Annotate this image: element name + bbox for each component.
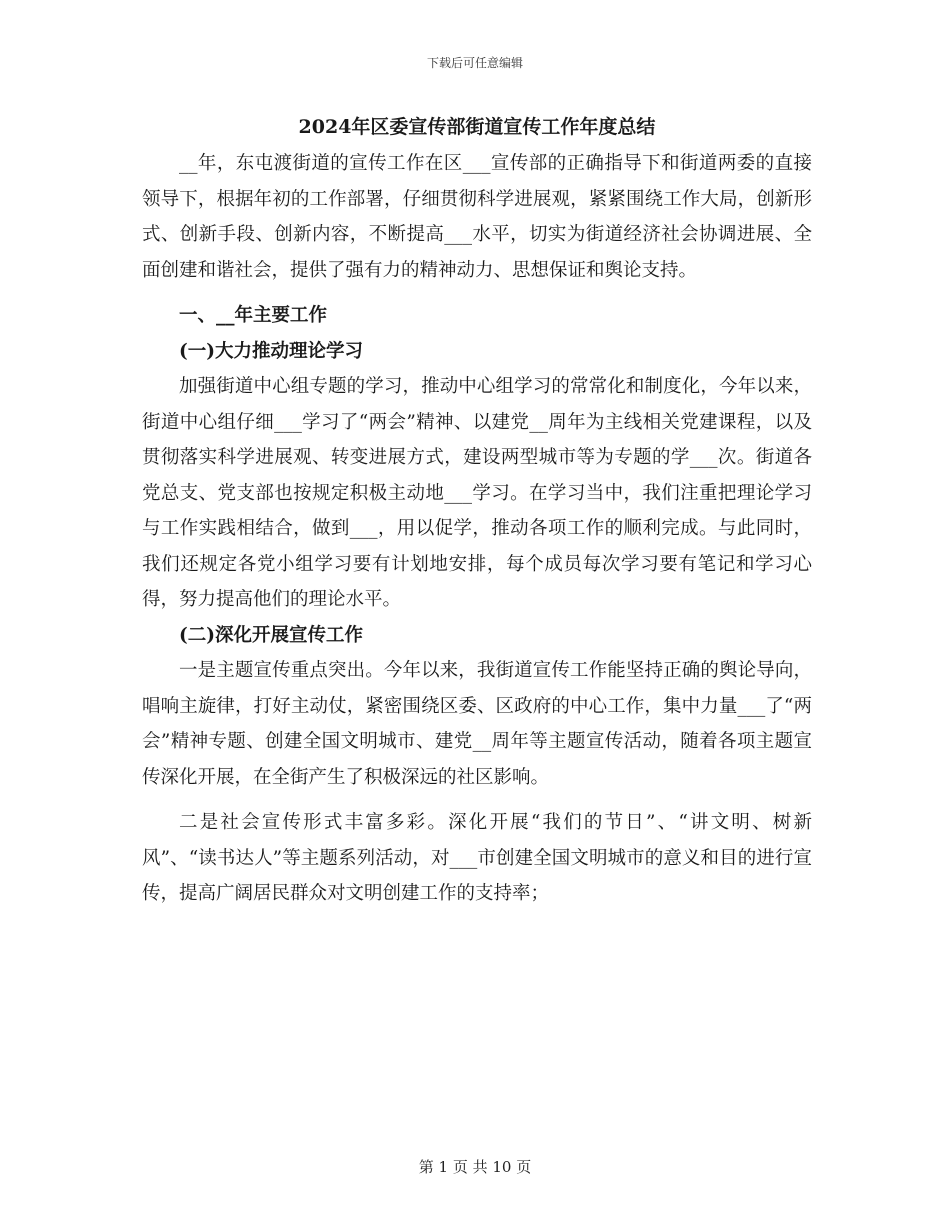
intro-paragraph: __年，东屯渡街道的宣传工作在区___宣传部的正确指导下和街道两委的直接领导下，根据年初的工作部署，仔细贯彻科学进展观，紧紧围绕工作大局，创新形式、创新手段、创新内容，不断提高___水平，切实为街道经济社会协调进展、全面创建和谐社会，提供了强有力的精神动力、思想保证和舆论支持。: [142, 153, 812, 281]
theory-paragraph: 加强街道中心组专题的学习，推动中心组学习的常常化和制度化，今年以来，街道中心组仔细___学习了“两会”精神、以建党__周年为主线相关党建课程，以及贯彻落实科学进展观、转变进展方式，建设两型城市等为专题的学___次。街道各党总支、党支部也按规定积极主动地___学习。在学习当中，我们注重把理论学习与工作实践相结合，做到___，用以促学，推动各项工作的顺利完成。与此同时，我们还规定各党小组学习要有计划地安排，每个成员每次学习要有笔记和学习心得，努力提高他们的理论水平。: [142, 376, 812, 610]
subsection-heading-theory: (一)大力推动理论学习: [179, 340, 364, 362]
spacer: [142, 795, 812, 805]
header-note: 下载后可任意编辑: [426, 56, 523, 70]
spacer: [142, 288, 812, 298]
publicity-paragraph-2: 二是社会宣传形式丰富多彩。深化开展“我们的节日”、“讲文明、树新风”、“读书达人”等主题系列活动，对___市创建全国文明城市的意义和目的进行宣传，提高广阔居民群众对文明创建工作的支持率；: [142, 812, 812, 904]
section-heading: 一、__年主要工作: [179, 305, 328, 326]
page-number: 第 1 页 共 10 页: [418, 1158, 532, 1176]
subsection-heading-publicity: (二)深化开展宣传工作: [179, 624, 364, 646]
publicity-paragraph-1: 一是主题宣传重点突出。今年以来，我街道宣传工作能坚持正确的舆论导向，唱响主旋律，打好主动仗，紧密围绕区委、区政府的中心工作，集中力量___了“两会”精神专题、创建全国文明城市、建党__周年等主题宣传活动，随着各项主题宣传深化开展，在全街产生了积极深远的社区影响。: [142, 660, 812, 788]
document-body: [142, 112, 812, 912]
document-title: 2024年区委宣传部街道宣传工作年度总结: [298, 116, 656, 138]
